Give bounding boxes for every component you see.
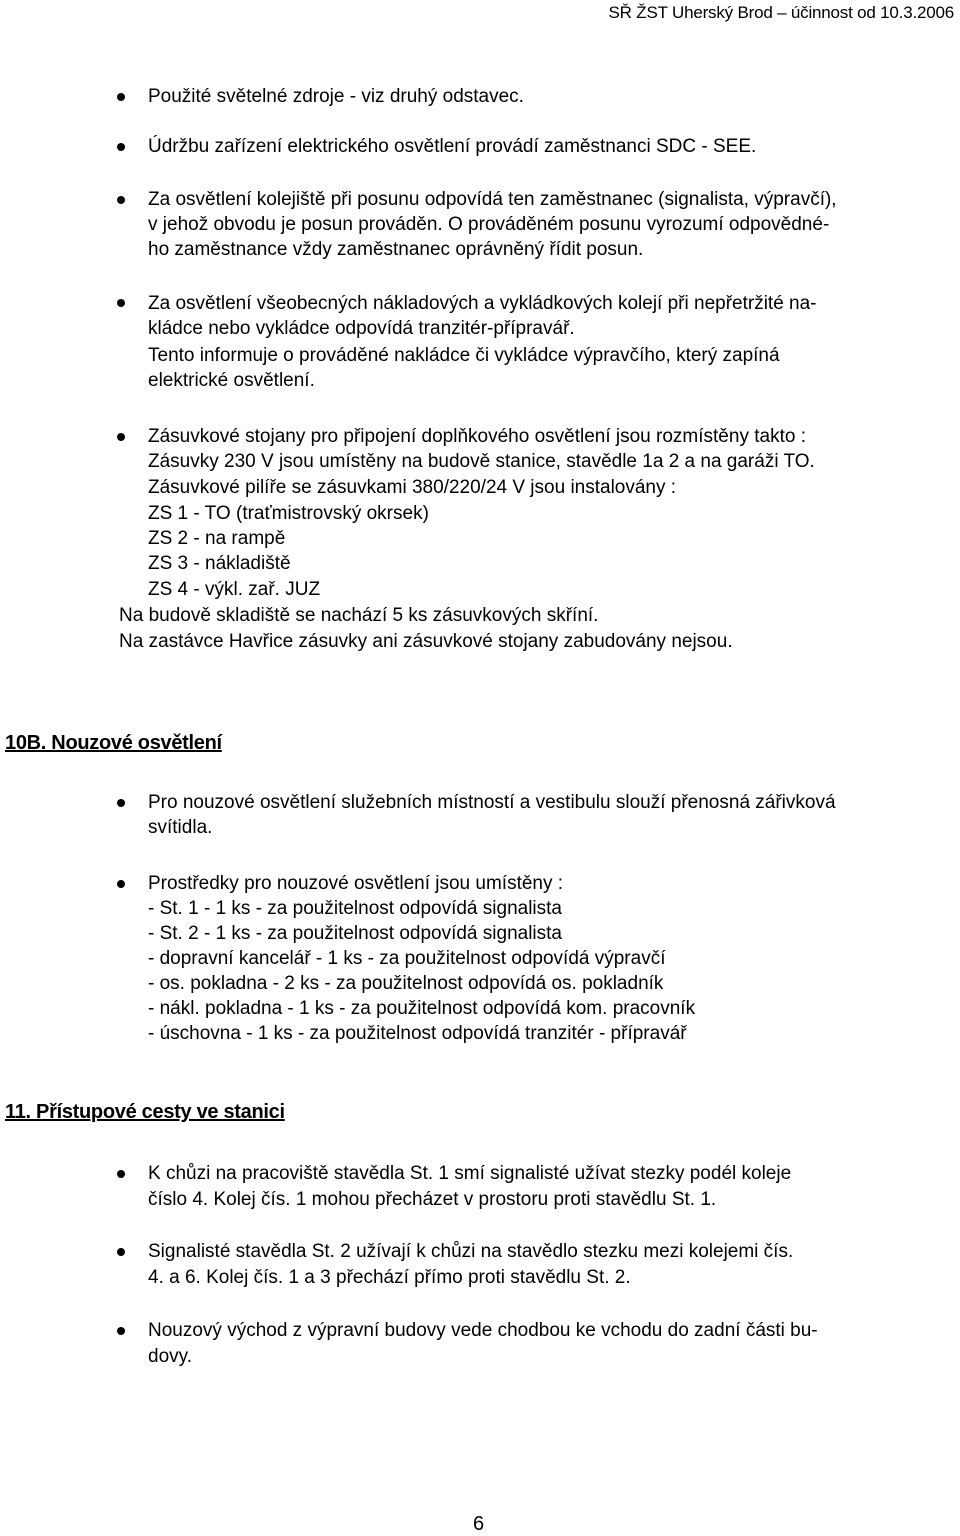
- section-heading-11: 11. Přístupové cesty ve stanici: [5, 1101, 285, 1123]
- page-header: SŘ ŽST Uherský Brod – účinnost od 10.3.2006: [608, 3, 954, 22]
- text-line: Zásuvkové pilíře se zásuvkami 380/220/24 V jsou instalovány :: [148, 477, 677, 498]
- page-number: 6: [473, 1513, 485, 1535]
- text-line: dovy.: [148, 1346, 193, 1367]
- bullet-icon: [117, 299, 125, 307]
- text-line: elektrické osvětlení.: [148, 370, 315, 391]
- text-line: - úschovna - 1 ks - za použitelnost odpovídá tranzitér - přípravář: [148, 1023, 687, 1044]
- text-line: ZS 4 - výkl. zař. JUZ: [148, 579, 321, 600]
- text-line: ZS 1 - TO (traťmistrovský okrsek): [148, 503, 429, 524]
- text-line: Na budově skladiště se nachází 5 ks zásuvkových skříní.: [119, 605, 599, 626]
- bullet-icon: [117, 1248, 125, 1256]
- text-line: Pro nouzové osvětlení služebních místností a vestibulu slouží přenosná zářivková: [148, 792, 836, 813]
- bullet-icon: [117, 880, 125, 888]
- text-line: Tento informuje o prováděné nakládce či vykládce výpravčího, který zapíná: [148, 345, 780, 366]
- text-line: ZS 3 - nákladiště: [148, 553, 291, 574]
- text-line: svítidla.: [148, 817, 213, 838]
- text-line: - St. 1 - 1 ks - za použitelnost odpovídá signalista: [148, 898, 562, 919]
- bullet-icon: [117, 433, 125, 441]
- text-line: ZS 2 - na rampě: [148, 528, 286, 549]
- text-line: - nákl. pokladna - 1 ks - za použitelnost odpovídá kom. pracovník: [148, 998, 696, 1019]
- text-line: Zásuvkové stojany pro připojení doplňkového osvětlení jsou rozmístěny takto :: [148, 426, 806, 447]
- text-line: Prostředky pro nouzové osvětlení jsou umístěny :: [148, 873, 564, 894]
- text-line: Signalisté stavědla St. 2 užívají k chůzi na stavědlo stezku mezi kolejemi čís.: [148, 1241, 794, 1262]
- text-line: Použité světelné zdroje - viz druhý odstavec.: [148, 86, 524, 107]
- bullet-icon: [117, 196, 125, 204]
- bullet-icon: [117, 93, 125, 101]
- text-line: číslo 4. Kolej čís. 1 mohou přecházet v prostoru proti stavědlu St. 1.: [148, 1189, 717, 1210]
- text-line: Na zastávce Havřice zásuvky ani zásuvkové stojany zabudovány nejsou.: [119, 631, 733, 652]
- text-line: - os. pokladna - 2 ks - za použitelnost odpovídá os. pokladník: [148, 973, 664, 994]
- text-line: Nouzový východ z výpravní budovy vede chodbou ke vchodu do zadní části bu-: [148, 1320, 818, 1341]
- text-line: Zásuvky 230 V jsou umístěny na budově stanice, stavědle 1a 2 a na garáži TO.: [148, 451, 815, 472]
- text-line: 4. a 6. Kolej čís. 1 a 3 přechází přímo proti stavědlu St. 2.: [148, 1267, 631, 1288]
- text-line: Za osvětlení všeobecných nákladových a vykládkových kolejí při nepřetržité na-: [148, 293, 817, 314]
- text-line: ho zaměstnance vždy zaměstnanec oprávněný řídit posun.: [148, 239, 644, 260]
- text-line: Za osvětlení kolejiště při posunu odpovídá ten zaměstnanec (signalista, výpravčí),: [148, 189, 837, 210]
- bullet-icon: [117, 799, 125, 807]
- bullet-icon: [117, 143, 125, 151]
- text-line: - St. 2 - 1 ks - za použitelnost odpovídá signalista: [148, 923, 562, 944]
- text-line: - dopravní kancelář - 1 ks - za použitelnost odpovídá výpravčí: [148, 948, 666, 969]
- text-line: kládce nebo vykládce odpovídá tranzitér-přípravář.: [148, 318, 575, 339]
- section-heading-10b: 10B. Nouzové osvětlení: [5, 732, 222, 754]
- text-line: K chůzi na pracoviště stavědla St. 1 smí signalisté užívat stezky podél koleje: [148, 1163, 792, 1184]
- text-line: v jehož obvodu je posun prováděn. O prováděném posunu vyrozumí odpovědné-: [148, 214, 830, 235]
- text-line: Údržbu zařízení elektrického osvětlení provádí zaměstnanci SDC - SEE.: [148, 136, 757, 157]
- bullet-icon: [117, 1327, 125, 1335]
- bullet-icon: [117, 1170, 125, 1178]
